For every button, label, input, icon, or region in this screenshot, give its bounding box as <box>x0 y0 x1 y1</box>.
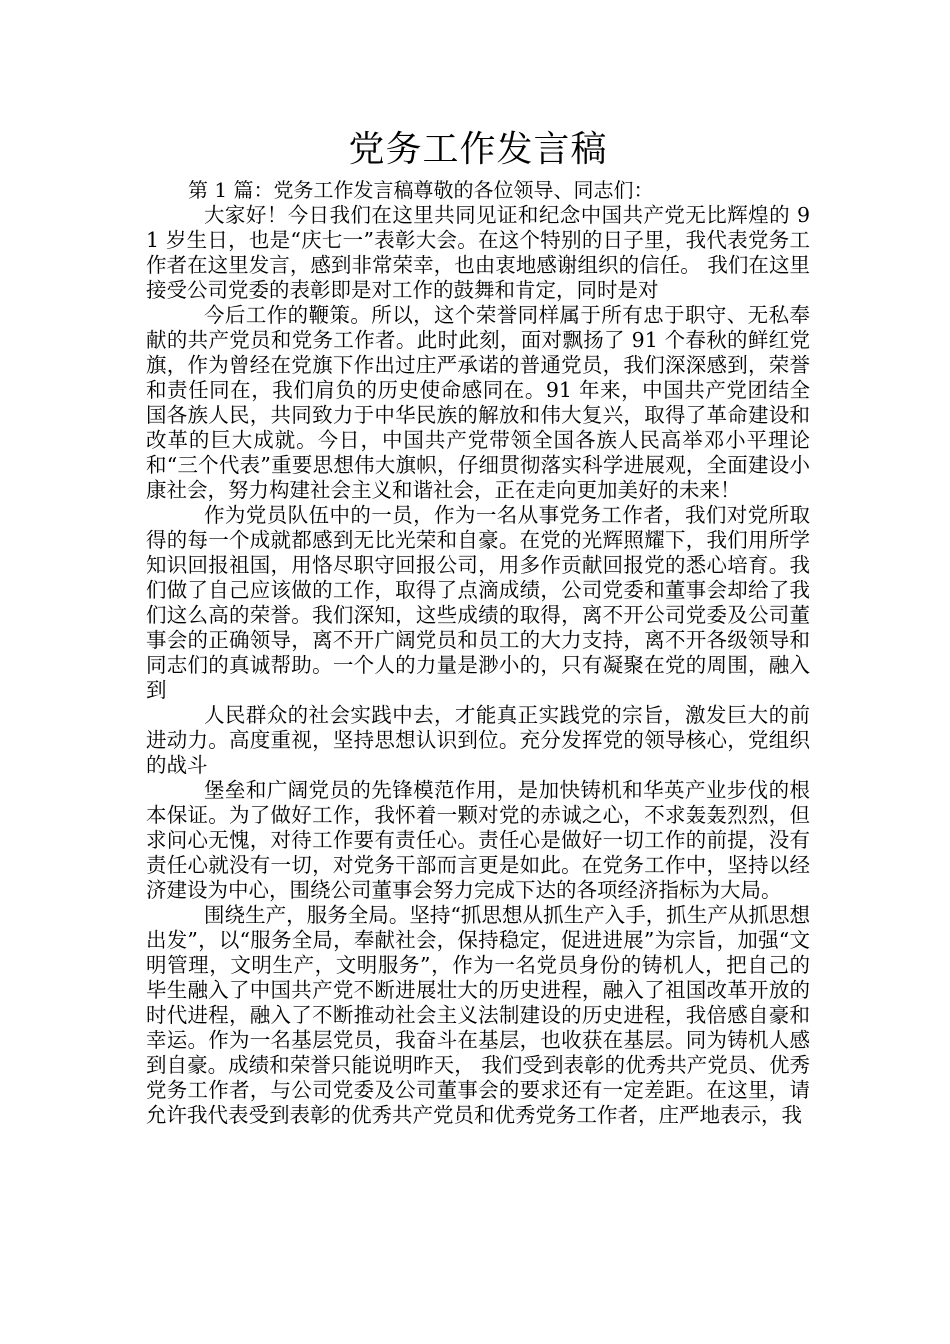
document-subtitle: 第 1 篇：党务工作发言稿尊敬的各位领导、同志们： <box>188 178 654 202</box>
document-title: 党务工作发言稿 <box>348 129 608 170</box>
paragraph-2: 今后工作的鞭策。所以，这个荣誉同样属于所有忠于职守、无私奉献的共产党员和党务工作者。此时此刻，面对飘扬了 91 个春秋的鲜红党旗，作为曾经在党旗下作出过庄严承诺的普通党员，我们深深感到，荣誉和责任同在，我们肩负的历史使命感同在。91 年来，中国共产党团结全国各族人民，共同致力于中华民族的解放和伟大复兴，取得了革命建设和改革的巨大成就。今日，中国共产党带领全国各族人民高举邓小平理论和“三个代表”重要思想伟大旗帜，仔细贯彻落实科学进展观，全面建设小康社会，努力构建社会主义和谐社会，正在走向更加美好的未来！ <box>146 303 810 502</box>
paragraph-1: 大家好！今日我们在这里共同见证和纪念中国共产党无比辉煌的 91 岁生日，也是“庆七一”表彰大会。在这个特别的日子里，我代表党务工作者在这里发言，感到非常荣幸，也由衷地感谢组织的信任。 我们在这里接受公司党委的表彰即是对工作的鼓舞和肯定，同时是对 <box>146 203 810 302</box>
paragraph-5: 堡垒和广阔党员的先锋模范作用，是加快铸机和华英产业步伐的根本保证。为了做好工作，我怀着一颗对党的赤诚之心，不求轰轰烈烈，但求问心无愧，对待工作要有责任心。责任心是做好一切工作的前提，没有责任心就没有一切，对党务干部而言更是如此。在党务工作中，坚持以经济建设为中心，围绕公司董事会努力完成下达的各项经济指标为大局。 <box>146 778 810 902</box>
document-page <box>146 128 810 1128</box>
paragraph-4: 人民群众的社会实践中去，才能真正实践党的宗旨，激发巨大的前进动力。高度重视，坚持思想认识到位。充分发挥党的领导核心，党组织的战斗 <box>146 703 810 777</box>
paragraph-6: 围绕生产，服务全局。坚持“抓思想从抓生产入手，抓生产从抓思想出发”，以“服务全局，奉献社会，保持稳定，促进进展”为宗旨，加强“文明管理，文明生产，文明服务”，作为一名党员身份的铸机人，把自己的毕生融入了中国共产党不断进展壮大的历史进程，融入了祖国改革开放的时代进程，融入了不断推动社会主义法制建设的历史进程，我倍感自豪和幸运。作为一名基层党员，我奋斗在基层，也收获在基层。同为铸机人感到自豪。成绩和荣誉只能说明昨天， 我们受到表彰的优秀共产党员、优秀党务工作者，与公司党委及公司董事会的要求还有一定差距。在这里，请允许我代表受到表彰的优秀共产党员和优秀党务工作者，庄严地表示，我 <box>146 903 810 1127</box>
paragraph-3: 作为党员队伍中的一员，作为一名从事党务工作者，我们对党所取得的每一个成就都感到无比光荣和自豪。在党的光辉照耀下，我们用所学知识回报祖国，用恪尽职守回报公司，用多作贡献回报党的悉心培育。我们做了自己应该做的工作，取得了点滴成绩，公司党委和董事会却给了我们这么高的荣誉。我们深知，这些成绩的取得，离不开公司党委及公司董事会的正确领导，离不开广阔党员和员工的大力支持，离不开各级领导和同志们的真诚帮助。一个人的力量是渺小的，只有凝聚在党的周围，融入到 <box>146 503 810 702</box>
